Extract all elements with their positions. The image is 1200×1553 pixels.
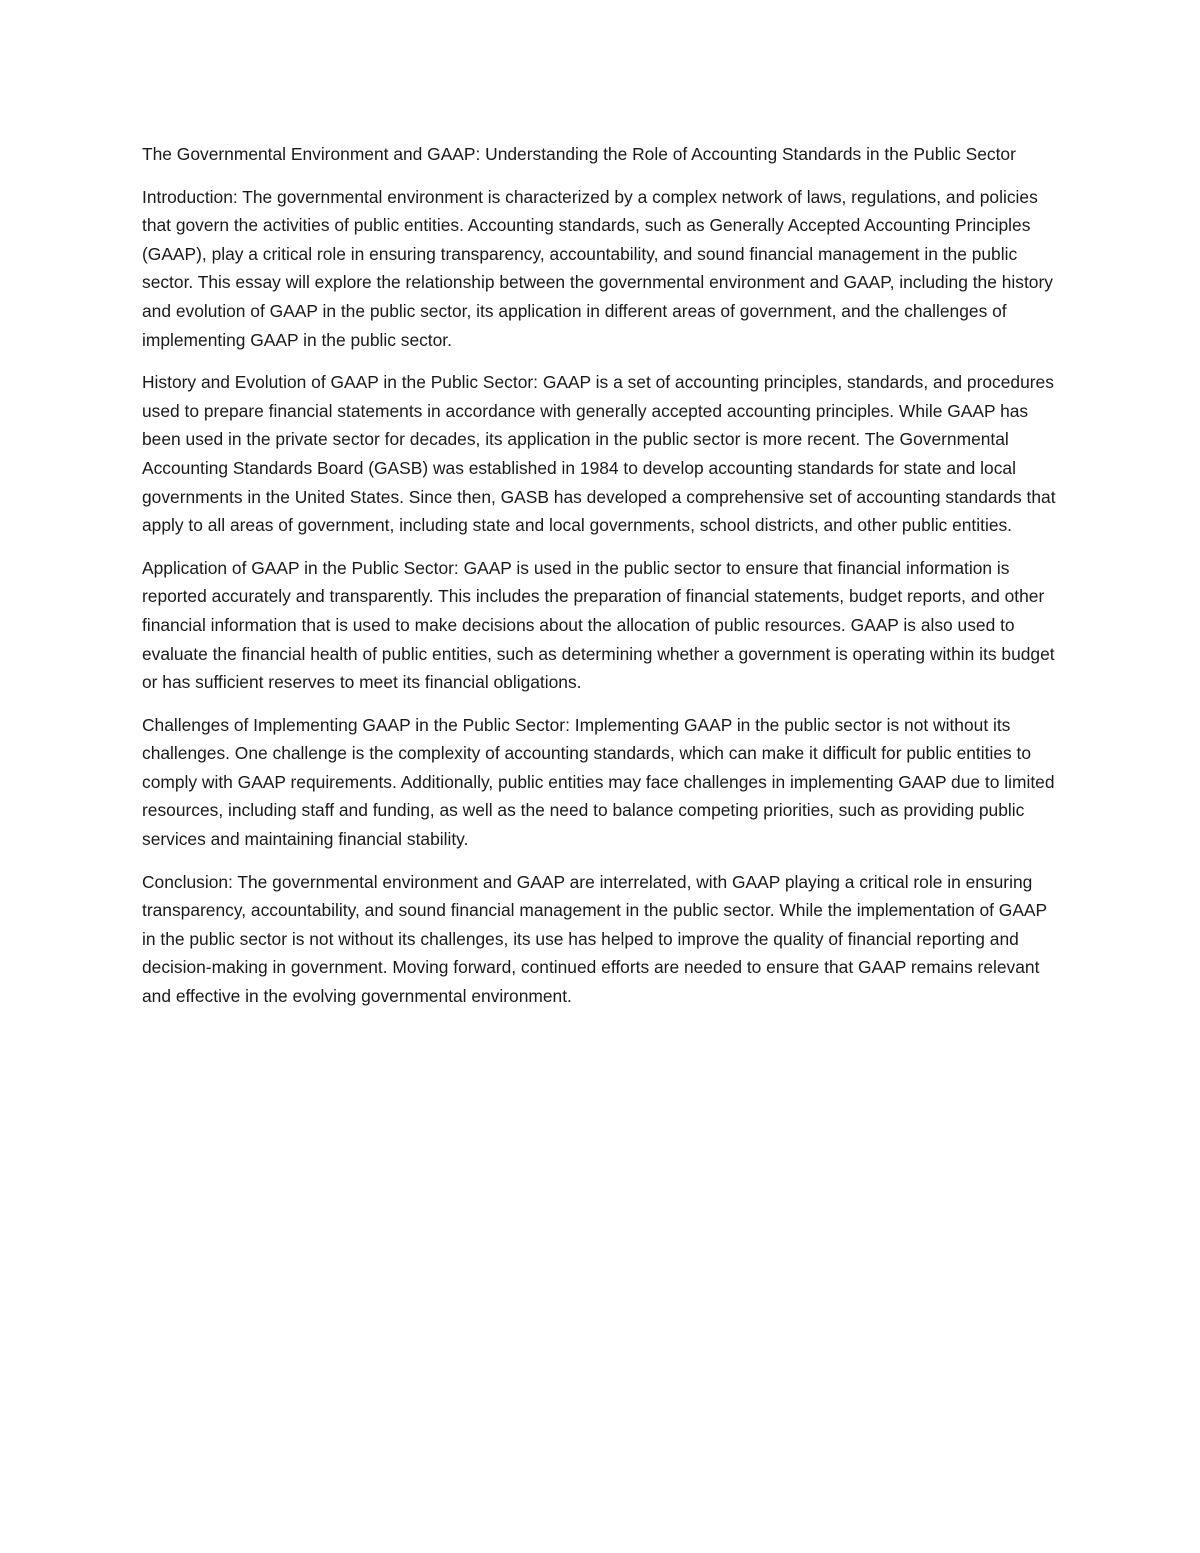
paragraph-challenges: Challenges of Implementing GAAP in the Public Sector: Implementing GAAP in the public sector is not without its challenges. One challenge is the complexity of accounting standards, which can make it difficult for public entities to comply with GAAP requirements. Additionally, public entities may face challenges in implementing GAAP due to limited resources, including staff and funding, as well as the need to balance competing priorities, such as providing public services and maintaining financial stability. — [142, 714, 1055, 850]
paragraph-introduction: Introduction: The governmental environment is characterized by a complex network of laws, regulations, and policies that govern the activities of public entities. Accounting standards, such as Generally Accepted Accounting Principles (GAAP), play a critical role in ensuring transparency, accountability, and sound financial management in the public sector. This essay will explore the relationship between the governmental environment and GAAP, including the history and evolution of GAAP in the public sector, its application in different areas of government, and the challenges of implementing GAAP in the public sector. — [142, 186, 1053, 350]
paragraph-conclusion: Conclusion: The governmental environment and GAAP are interrelated, with GAAP playing a critical role in ensuring transparency, accountability, and sound financial management in the public sector. While the implementation of GAAP in the public sector is not without its challenges, its use has helped to improve the quality of financial reporting and decision-making in government. Moving forward, continued efforts are needed to ensure that GAAP remains relevant and effective in the evolving governmental environment. — [142, 871, 1047, 1007]
paragraph-application: Application of GAAP in the Public Sector: GAAP is used in the public sector to ensure that financial information is reported accurately and transparently. This includes the preparation of financial statements, budget reports, and other financial information that is used to make decisions about the allocation of public resources. GAAP is also used to evaluate the financial health of public entities, such as determining whether a government is operating within its budget or has sufficient reserves to meet its financial obligations. — [142, 557, 1055, 693]
document-title: The Governmental Environment and GAAP: Understanding the Role of Accounting Standards in the Public Sector — [142, 144, 1016, 164]
document-body — [142, 140, 1060, 1025]
paragraph-history: History and Evolution of GAAP in the Public Sector: GAAP is a set of accounting principles, standards, and procedures used to prepare financial statements in accordance with generally accepted accounting principles. While GAAP has been used in the private sector for decades, its application in the public sector is more recent. The Governmental Accounting Standards Board (GASB) was established in 1984 to develop accounting standards for state and local governments in the United States. Since then, GASB has developed a comprehensive set of accounting standards that apply to all areas of government, including state and local governments, school districts, and other public entities. — [142, 372, 1056, 536]
